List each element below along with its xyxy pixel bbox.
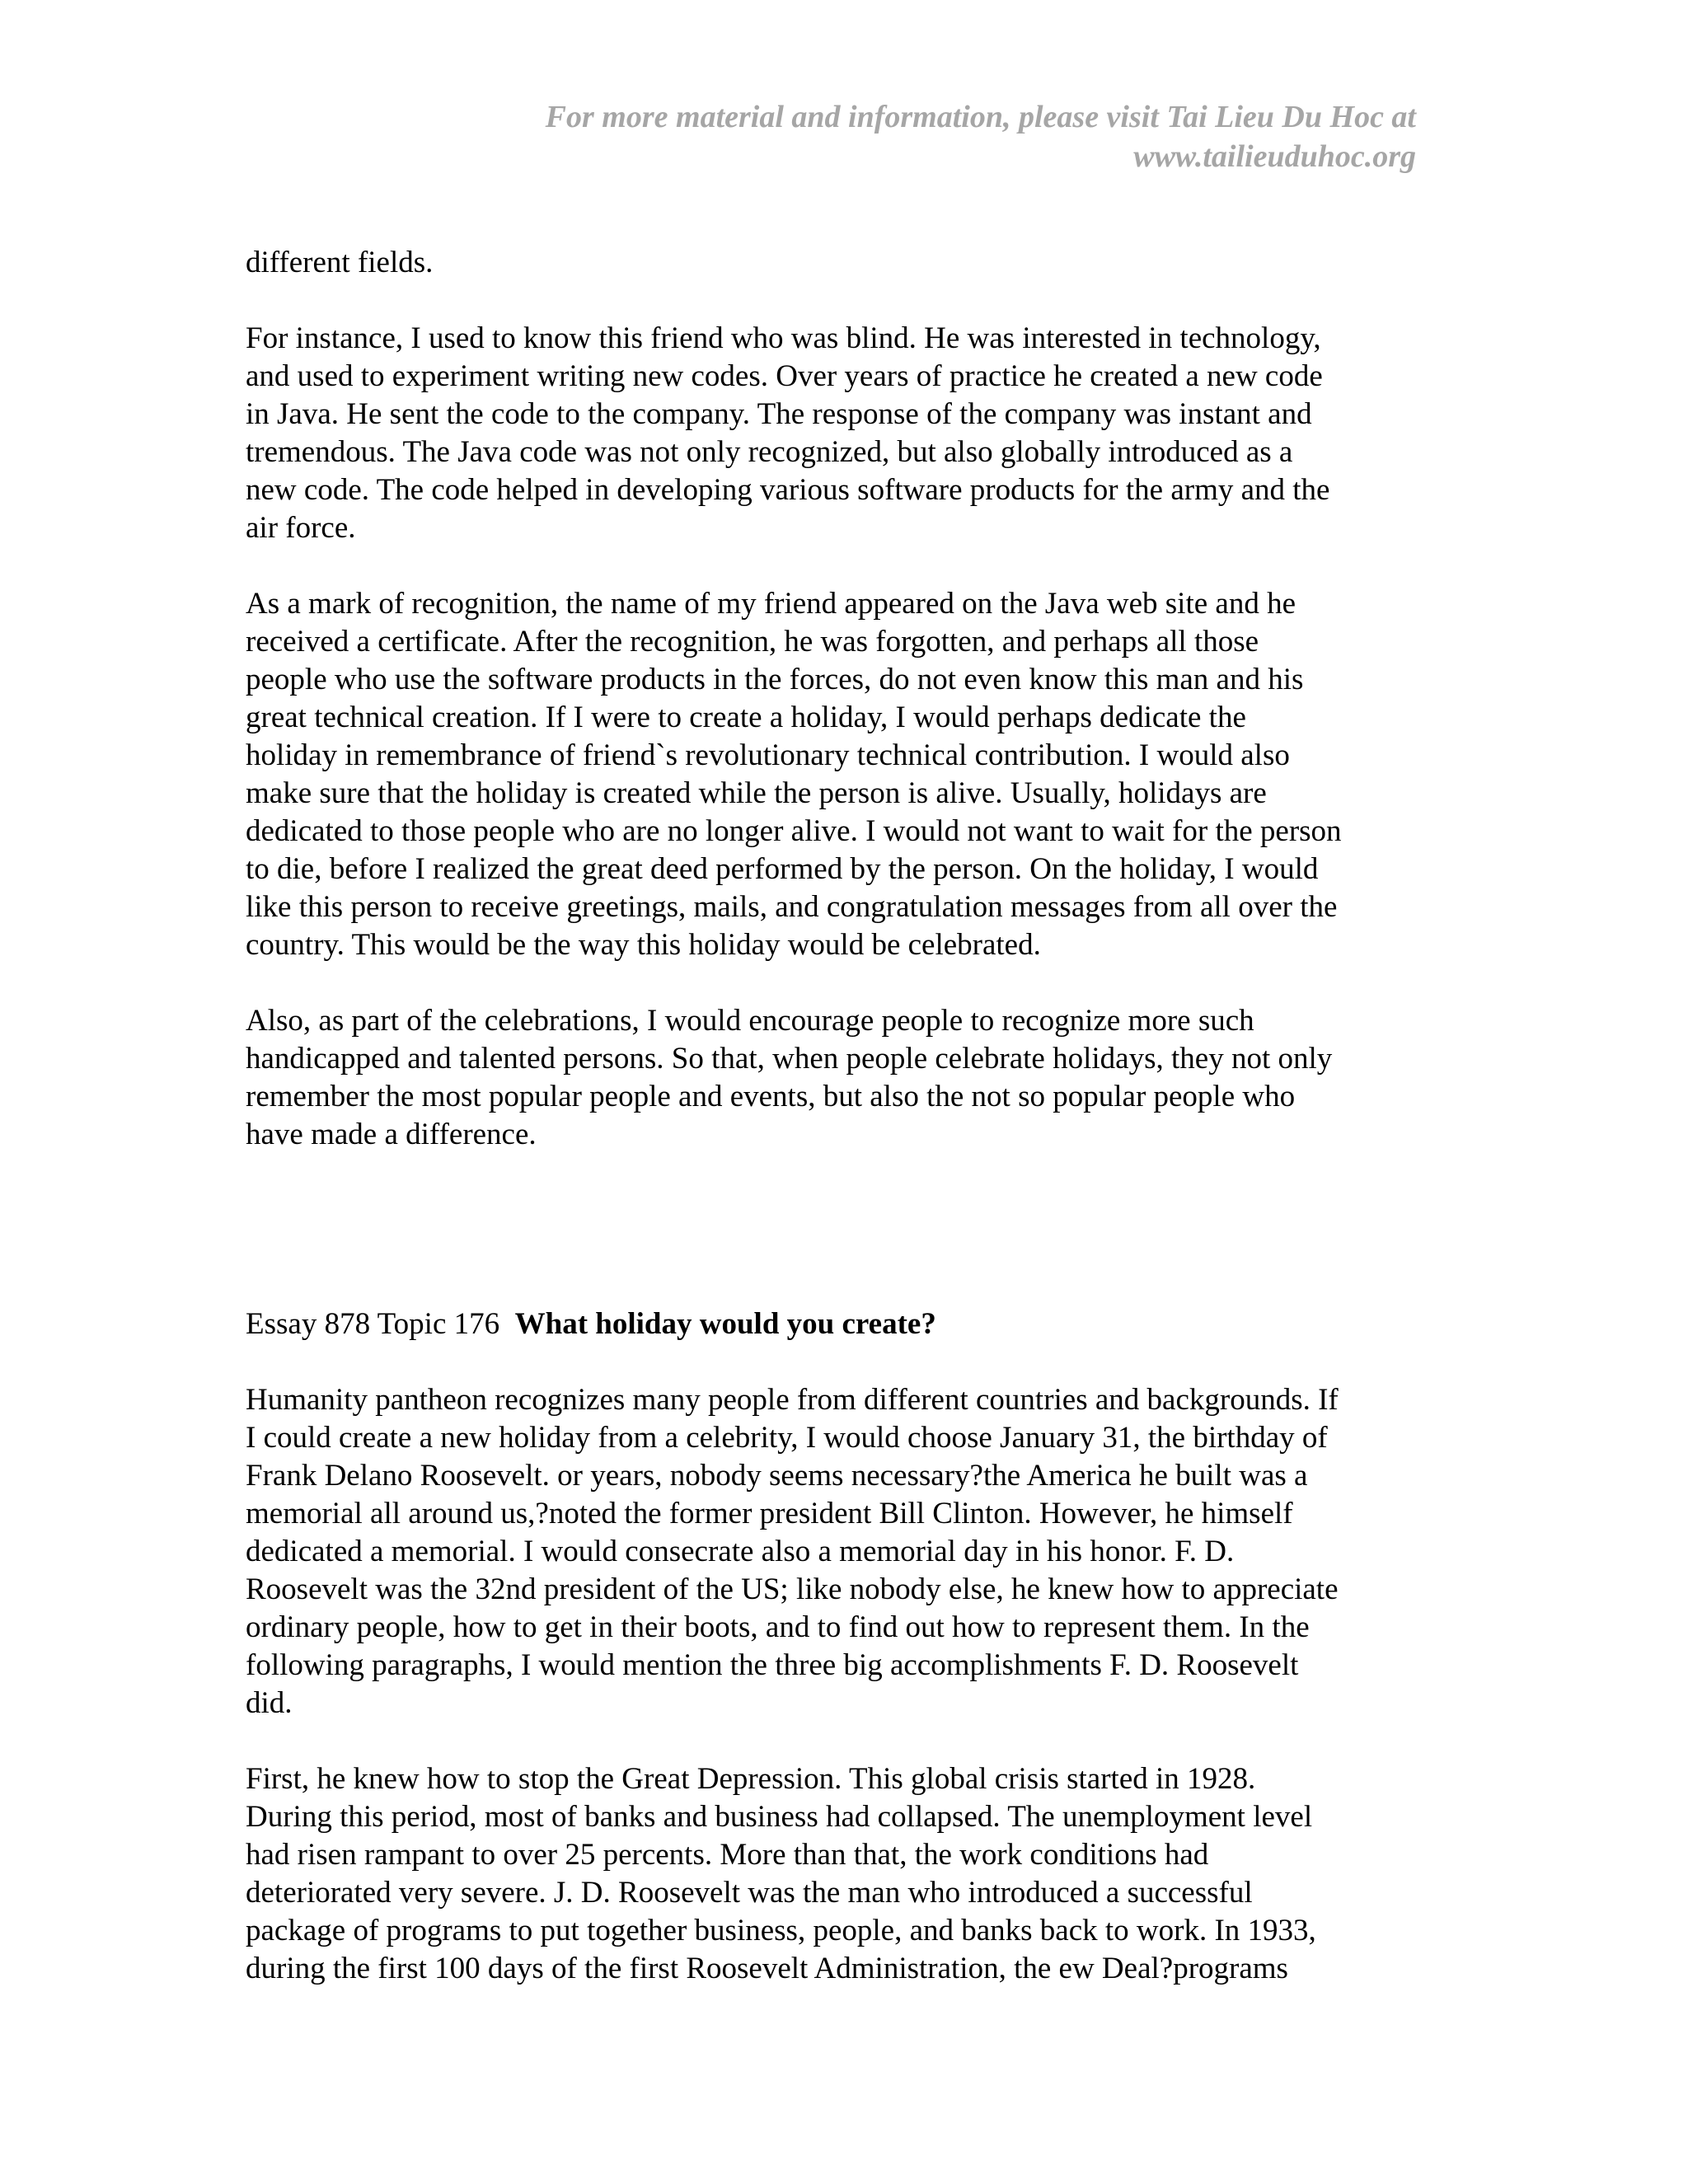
text-line: great technical creation. If I were to create a holiday, I would perhaps dedicate the [246,701,1246,734]
text-line: received a certificate. After the recognition, he was forgotten, and perhaps all those [246,625,1259,658]
text-line: remember the most popular people and events, but also the not so popular people who [246,1080,1296,1113]
text-line: different fields. [246,246,434,279]
text-line: As a mark of recognition, the name of my friend appeared on the Java web site and he [246,587,1296,621]
text-line: Roosevelt was the 32nd president of the US; like nobody else, he knew how to appreciate [246,1572,1339,1606]
essay-topic-title: What holiday would you create? [514,1307,936,1341]
text-line: dedicated a memorial. I would consecrate also a memorial day in his honor. F. D. [246,1535,1235,1568]
text-line: have made a difference. [246,1118,537,1151]
text-line: had risen rampant to over 25 percents. More than that, the work conditions had [246,1838,1209,1872]
text-line: ordinary people, how to get in their boots, and to find out how to represent them. In the [246,1610,1310,1644]
text-line: holiday in remembrance of friend`s revolutionary technical contribution. I would also [246,738,1290,772]
text-line: new code. The code helped in developing various software products for the army and the [246,473,1330,507]
text-line: make sure that the holiday is created while the person is alive. Usually, holidays are [246,776,1267,810]
text-line: during the first 100 days of the first Roosevelt Administration, the ew Deal?programs [246,1952,1288,1985]
text-line: dedicated to those people who are no longer alive. I would not want to wait for the person [246,814,1342,848]
text-line: Humanity pantheon recognizes many people from different countries and backgrounds. If [246,1383,1339,1417]
text-line: to die, before I realized the great deed performed by the person. On the holiday, I would [246,852,1319,886]
document-body [246,244,1441,2026]
text-line: During this period, most of banks and business had collapsed. The unemployment level [246,1800,1313,1834]
essay-paragraph-1 [246,1381,1441,1722]
text-line: in Java. He sent the code to the company. The response of the company was instant and [246,397,1312,431]
text-line: air force. [246,511,356,545]
text-line: Also, as part of the celebrations, I would encourage people to recognize more such [246,1004,1254,1038]
paragraph-4 [246,1002,1441,1154]
page-header-watermark [262,97,1416,176]
essay-label: Essay 878 Topic 176 [246,1307,500,1341]
text-line: following paragraphs, I would mention the three big accomplishments F. D. Roosevelt [246,1648,1299,1682]
text-line: people who use the software products in the forces, do not even know this man and his [246,663,1304,696]
text-line: package of programs to put together business, people, and banks back to work. In 1933, [246,1914,1316,1947]
paragraph-2 [246,320,1441,547]
essay-heading [246,1305,1441,1343]
section-spacer [246,1192,1441,1305]
text-line: and used to experiment writing new codes. Over years of practice he created a new code [246,359,1323,393]
essay-paragraph-2 [246,1760,1441,1988]
paragraph-1 [246,244,1441,282]
text-line: tremendous. The Java code was not only recognized, but also globally introduced as a [246,435,1293,469]
header-line-2: www.tailieuduhoc.org [1133,139,1416,174]
text-line: First, he knew how to stop the Great Depression. This global crisis started in 1928. [246,1762,1256,1796]
text-line: memorial all around us,?noted the former president Bill Clinton. However, he himself [246,1497,1293,1530]
text-line: country. This would be the way this holiday would be celebrated. [246,928,1041,962]
header-line-1: For more material and information, please visit Tai Lieu Du Hoc at [545,100,1416,134]
text-line: Frank Delano Roosevelt. or years, nobody seems necessary?the America he built was a [246,1459,1308,1493]
text-line: like this person to receive greetings, mails, and congratulation messages from all over the [246,890,1338,924]
text-line: For instance, I used to know this friend who was blind. He was interested in technology, [246,321,1321,355]
text-line: I could create a new holiday from a celebrity, I would choose January 31, the birthday of [246,1421,1328,1455]
paragraph-3 [246,585,1441,964]
text-line: handicapped and talented persons. So that, when people celebrate holidays, they not only [246,1042,1333,1076]
text-line: deteriorated very severe. J. D. Roosevelt was the man who introduced a successful [246,1876,1253,1910]
text-line: did. [246,1686,293,1720]
